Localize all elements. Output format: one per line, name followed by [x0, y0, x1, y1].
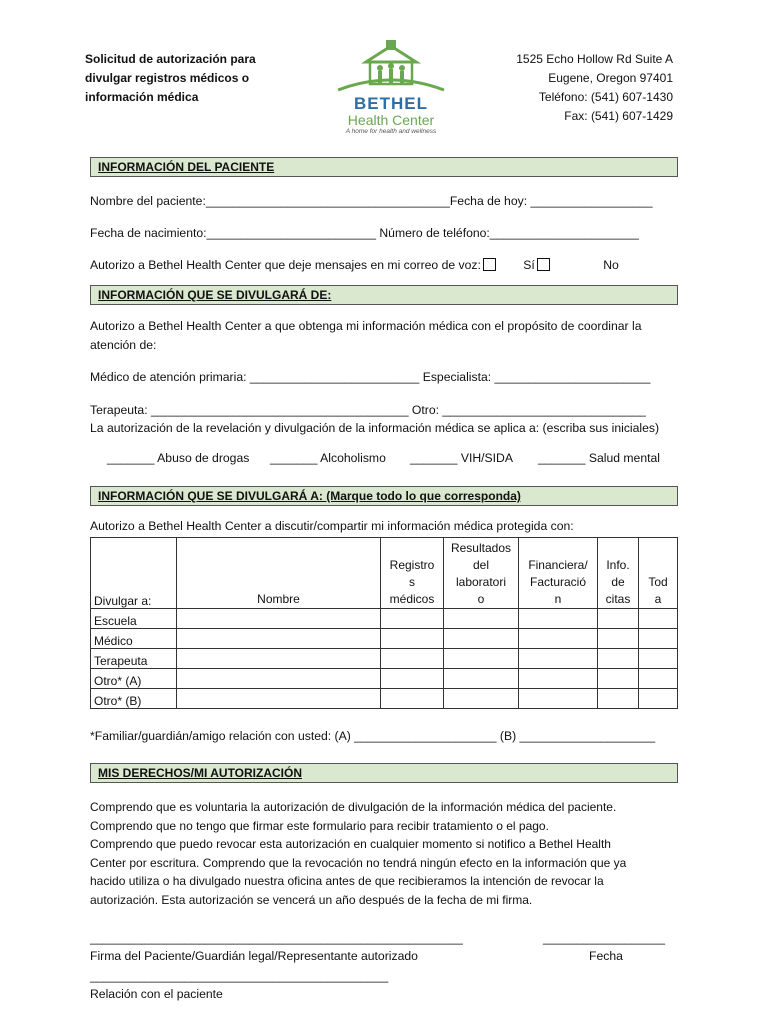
check-cell[interactable]	[444, 689, 519, 709]
check-cell[interactable]	[598, 689, 639, 709]
table-row	[91, 649, 678, 669]
disclosure-table	[90, 537, 678, 709]
signature-line[interactable]: _______________________________________________________	[90, 931, 463, 945]
col-header-records: Registro s médicos	[381, 538, 444, 609]
release-to-intro: Autorizo a Bethel Health Center a discutir/compartir mi información médica protegida con:	[90, 519, 574, 533]
date-label: Fecha	[589, 949, 623, 963]
relationship-line[interactable]: ____________________________________________	[90, 969, 389, 983]
table-row	[91, 689, 678, 709]
check-cell[interactable]	[381, 609, 444, 629]
check-cell[interactable]	[598, 629, 639, 649]
logo-brand: BETHEL	[354, 94, 428, 113]
name-cell[interactable]	[177, 609, 381, 629]
rights-text	[90, 798, 680, 909]
address-line-2: Eugene, Oregon 97401	[548, 71, 673, 85]
relationship-label: Relación con el paciente	[90, 987, 223, 1001]
title-line-1: Solicitud de autorización para	[85, 52, 256, 66]
check-cell[interactable]	[519, 629, 598, 649]
check-cell[interactable]	[444, 669, 519, 689]
col-header-appointments: Info. de citas	[598, 538, 639, 609]
rights-line: Center por escritura. Comprendo que la revocación no tendrá ningún efecto en la información que ya	[90, 855, 627, 870]
rights-line: Comprendo que puedo revocar esta autorización en cualquier momento si notifico a Bethel Health	[90, 837, 611, 851]
check-cell[interactable]	[639, 649, 678, 669]
check-cell[interactable]	[598, 609, 639, 629]
check-cell[interactable]	[381, 669, 444, 689]
address-line-1: 1525 Echo Hollow Rd Suite A	[516, 52, 673, 66]
rights-line: Comprendo que es voluntaria la autorización de divulgación de la información médica del paciente.	[90, 800, 617, 814]
rights-line: hacido utiliza o ha divulgado nuestra oficina antes de que recibieramos la intención de revocar la	[90, 874, 604, 888]
check-cell[interactable]	[444, 629, 519, 649]
check-cell[interactable]	[519, 689, 598, 709]
name-cell[interactable]	[177, 649, 381, 669]
initial-hiv-aids[interactable]: _______ VIH/SIDA	[410, 451, 513, 465]
check-cell[interactable]	[639, 669, 678, 689]
section-heading-patient-info: INFORMACIÓN DEL PACIENTE	[90, 157, 678, 177]
signature-label: Firma del Paciente/Guardián legal/Representante autorizado	[90, 949, 418, 963]
address-line-4: Fax: (541) 607-1429	[564, 109, 673, 123]
address-line-3: Teléfono: (541) 607-1430	[538, 90, 673, 104]
check-cell[interactable]	[639, 629, 678, 649]
title-line-2: divulgar registros médicos o	[85, 71, 250, 85]
yes-checkbox[interactable]	[537, 258, 550, 271]
table-header-row	[91, 538, 678, 609]
title-line-3: información médica	[85, 90, 199, 104]
date-line[interactable]: __________________	[543, 931, 666, 945]
row-label: Otro* (A)	[91, 669, 177, 689]
table-row	[91, 669, 678, 689]
check-cell[interactable]	[381, 689, 444, 709]
check-cell[interactable]	[639, 689, 678, 709]
row-label: Escuela	[91, 609, 177, 629]
house-family-icon	[336, 40, 446, 92]
yes-label: Sí	[523, 258, 535, 272]
check-cell[interactable]	[381, 649, 444, 669]
voicemail-checkbox[interactable]	[483, 258, 496, 271]
patient-name-field[interactable]: Nombre del paciente:____________________________________Fecha de hoy: __________________	[90, 194, 653, 208]
check-cell[interactable]	[381, 629, 444, 649]
col-header-disclose-to: Divulgar a:	[91, 538, 177, 609]
row-label: Otro* (B)	[91, 689, 177, 709]
logo-name: Health Center	[347, 112, 435, 128]
check-cell[interactable]	[444, 609, 519, 629]
applies-text: La autorización de la revelación y divulgación de la información médica se aplica a: (escriba sus iniciales)	[90, 421, 660, 435]
table-row	[91, 609, 678, 629]
no-label: No	[603, 258, 619, 272]
clinic-address	[516, 50, 673, 126]
section-heading-rights: MIS DERECHOS/MI AUTORIZACIÓN	[90, 763, 678, 783]
voicemail-consent-text: Autorizo a Bethel Health Center que deje mensajes en mi correo de voz:	[90, 258, 481, 272]
check-cell[interactable]	[639, 609, 678, 629]
voicemail-consent-row	[90, 258, 619, 272]
check-cell[interactable]	[519, 609, 598, 629]
primary-specialist-field[interactable]: Médico de atención primaria: _________________________ Especialista: _______________________	[90, 370, 651, 384]
release-from-intro: Autorizo a Bethel Health Center a que obtenga mi información médica con el propósito de coordinar la atención de:	[90, 319, 642, 352]
section-heading-release-from: INFORMACIÓN QUE SE DIVULGARÁ DE:	[90, 285, 678, 305]
col-header-financial: Financiera/ Facturació n	[519, 538, 598, 609]
check-cell[interactable]	[598, 669, 639, 689]
therapist-other-field[interactable]: Terapeuta: ______________________________________ Otro: ______________________________	[90, 403, 646, 417]
initial-mental-health[interactable]: _______ Salud mental	[538, 451, 660, 465]
col-header-all: Tod a	[639, 538, 678, 609]
check-cell[interactable]	[598, 649, 639, 669]
section-heading-release-to: INFORMACIÓN QUE SE DIVULGARÁ A: (Marque todo lo que corresponda)	[90, 486, 678, 506]
col-header-name: Nombre	[177, 538, 381, 609]
name-cell[interactable]	[177, 669, 381, 689]
check-cell[interactable]	[519, 649, 598, 669]
dob-phone-field[interactable]: Fecha de nacimiento:_________________________ Número de teléfono:______________________	[90, 226, 639, 240]
check-cell[interactable]	[519, 669, 598, 689]
form-title	[85, 50, 256, 107]
table-row	[91, 629, 678, 649]
name-cell[interactable]	[177, 629, 381, 649]
initial-drug-abuse[interactable]: _______ Abuso de drogas	[107, 451, 250, 465]
initial-alcoholism[interactable]: _______ Alcoholismo	[270, 451, 386, 465]
row-label: Médico	[91, 629, 177, 649]
relationship-footnote[interactable]: *Familiar/guardián/amigo relación con usted: (A) _____________________ (B) ____________________	[90, 729, 656, 743]
name-cell[interactable]	[177, 689, 381, 709]
logo-tagline: A home for health and wellness	[345, 128, 437, 135]
bethel-logo	[336, 40, 446, 135]
check-cell[interactable]	[444, 649, 519, 669]
rights-line: Comprendo que no tengo que firmar este formulario para recibir tratamiento o el pago.	[90, 818, 549, 833]
col-header-lab: Resultados del laboratori o	[444, 538, 519, 609]
rights-line: autorización. Esta autorización se vencerá un año después de la fecha de mi firma.	[90, 892, 533, 907]
row-label: Terapeuta	[91, 649, 177, 669]
